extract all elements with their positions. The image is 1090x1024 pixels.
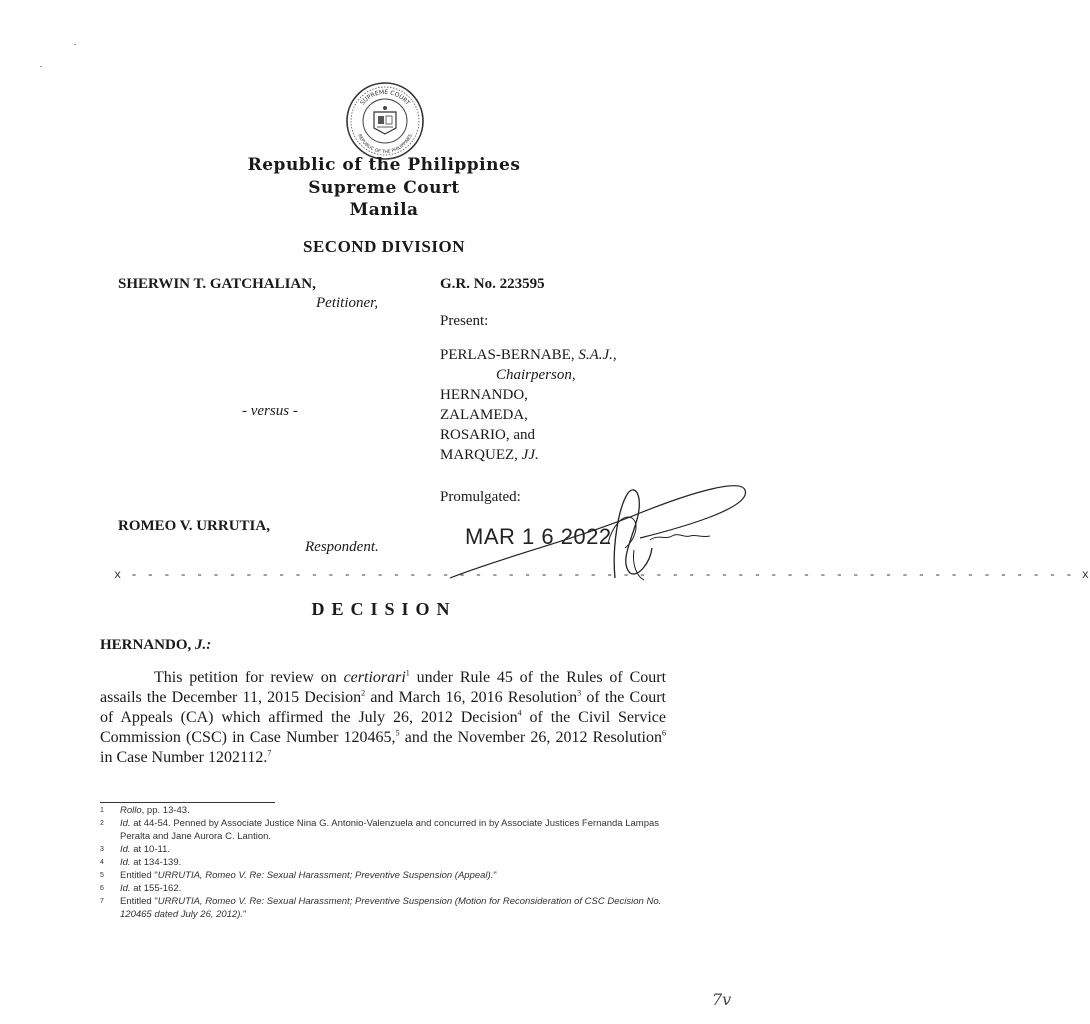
decision-title: DECISION <box>311 599 457 619</box>
versus-label: - versus - <box>242 403 298 419</box>
respondent-name: ROMEO V. URRUTIA, <box>118 518 270 534</box>
justice-rosario: ROSARIO, and <box>440 427 536 443</box>
chairperson-label: Chairperson, <box>496 367 576 383</box>
footnote-item: 7 Entitled "URRUTIA, Romeo V. Re: Sexual Harassment; Preventive Suspension (Motion for Reconsideration of CSC Decision No. 120465 dated July 26, 2012)." <box>100 896 662 920</box>
body-paragraph-1: This petition for review on certiorari$^1$ under Rule 45 of the Rules of Court assails the December 11, 2015 Decision$^2$ and March 16, 2016 Resolution$^3$ of the Court of Appeals (CA) which affirmed the July 26, 2012 Decision$^4$ of the Civil Service Commission (CSC) in Case Number 120465,$^5$ and the November 26, 2012 Resolution$^6$ in Case Number 1202112.$^7$ <box>100 668 667 766</box>
footnote-item: 3 Id. at 10-11. <box>100 844 170 855</box>
seal-text-bottom: REPUBLIC OF THE PHILIPPINES <box>356 133 414 156</box>
footnote-item: 5 Entitled "URRUTIA, Romeo V. Re: Sexual Harassment; Preventive Suspension (Appeal)." <box>100 870 497 881</box>
header-republic: Republic of the Philippines <box>247 155 521 175</box>
footnote-item: 2 Id. at 44-54. Penned by Associate Justice Nina G. Antonio-Valenzuela and concurred in by Associate Justices Fernanda Lampas Peralta and Jane Aurora C. Lantion. <box>100 818 660 842</box>
ponente: HERNANDO, J.: <box>100 637 212 653</box>
division-title: SECOND DIVISION <box>303 237 465 256</box>
footnotes <box>100 804 666 921</box>
footnote-item: 6 Id. at 155-162. <box>100 883 182 894</box>
header-manila: Manila <box>349 200 419 220</box>
seal-text-top: SUPREME COURT <box>359 88 411 107</box>
caption-separator: x - - - - - - - - - - - - - - - - - - - - - - - - - - - - - - - - - - - - - - - - - - - - - - - - - - - - - - - - - - x <box>114 568 1090 582</box>
page-initial: 7v <box>712 990 732 1009</box>
justice-list <box>440 345 740 465</box>
scan-speck <box>74 44 76 45</box>
footnote-item: 1 Rollo, pp. 13-43. <box>100 805 190 816</box>
justice-zalameda: ZALAMEDA, <box>440 407 528 423</box>
promulgated-label: Promulgated: <box>440 489 521 505</box>
justice-perlas-bernabe: PERLAS-BERNABE, S.A.J., <box>440 347 617 363</box>
justice-hernando: HERNANDO, <box>440 387 528 403</box>
supreme-court-seal-icon <box>344 80 426 162</box>
footnote-divider <box>100 802 275 803</box>
promulgation-date-stamp: MAR 1 6 2022 <box>465 524 612 549</box>
respondent-role: Respondent. <box>305 539 379 555</box>
petitioner-name: SHERWIN T. GATCHALIAN, <box>118 276 316 292</box>
justice-marquez: MARQUEZ, JJ. <box>440 447 539 463</box>
gr-number: G.R. No. 223595 <box>440 276 545 292</box>
present-label: Present: <box>440 313 489 329</box>
petitioner-role: Petitioner, <box>316 295 379 311</box>
footnote-item: 4 Id. at 134-139. <box>100 857 182 868</box>
header-supreme-court: Supreme Court <box>308 178 460 198</box>
scan-speck <box>40 66 42 67</box>
